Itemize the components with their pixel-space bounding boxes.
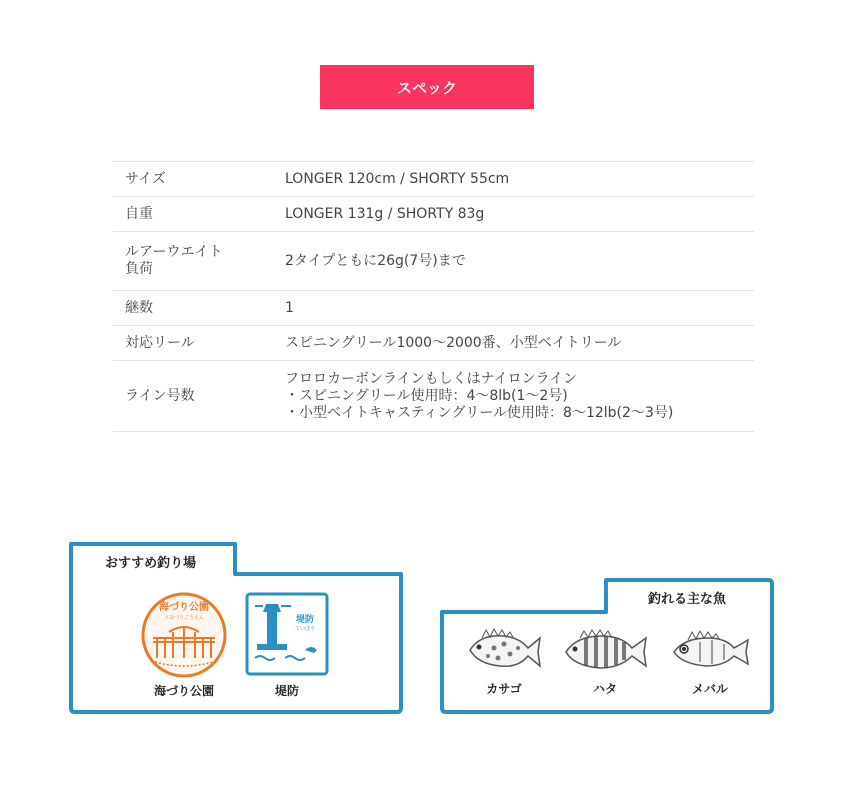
breakwater-icon-subtext: ていぼう	[294, 626, 316, 632]
table-row	[113, 326, 754, 361]
spec-value-reel: スピニングリール1000〜2000番、小型ベイトリール	[273, 326, 754, 361]
fishing-park-icon	[141, 592, 227, 678]
spec-label-pieces: 継数	[113, 291, 273, 326]
spec-value-line-1: フロロカーボンラインもしくはナイロンライン	[285, 370, 578, 387]
spot-label-breakwater: 堤防	[274, 684, 299, 698]
spot-label-fishing-park: 海づり公園	[153, 684, 214, 698]
spec-label-lure-weight	[113, 232, 273, 291]
breakwater-icon	[245, 592, 329, 676]
spec-label-line: ライン号数	[113, 361, 273, 432]
fishing-park-icon-text: 海づり公園	[159, 602, 209, 613]
table-row	[113, 197, 754, 232]
mebaru-fish-icon	[670, 628, 750, 674]
table-row	[113, 361, 754, 432]
table-row	[113, 291, 754, 326]
spec-value-line-2: ・スピニングリール使用時：4〜8lb(1〜2号)	[285, 387, 568, 404]
spec-label-weight: 自重	[113, 197, 273, 232]
spec-value-line-3: ・小型ベイトキャスティングリール使用時：8〜12lb(2〜3号)	[285, 404, 674, 421]
spots-panel-title: おすすめ釣り場	[105, 556, 197, 571]
table-row	[113, 232, 754, 291]
spec-table	[113, 161, 754, 432]
spec-value-size: LONGER 120cm / SHORTY 55cm	[273, 162, 754, 197]
recommended-spots-panel	[67, 540, 405, 716]
spec-value-weight: LONGER 131g / SHORTY 83g	[273, 197, 754, 232]
spec-label-lure-weight-line1: ルアーウエイト	[125, 244, 223, 260]
spec-section-header: スペック	[320, 65, 534, 109]
fish-label-hata: ハタ	[592, 682, 617, 696]
fish-label-mebaru: メバル	[692, 682, 728, 696]
table-row	[113, 162, 754, 197]
spec-label-lure-weight-line2: 負荷	[125, 261, 153, 277]
breakwater-icon-text: 堤防	[295, 615, 315, 625]
fish-panel-title: 釣れる主な魚	[648, 592, 727, 607]
spec-value-lure-weight: 2タイプともに26g(7号)まで	[273, 232, 754, 291]
spec-label-reel: 対応リール	[113, 326, 273, 361]
spec-label-size: サイズ	[113, 162, 273, 197]
kasago-fish-icon	[466, 628, 542, 674]
hata-fish-icon	[562, 628, 648, 674]
spec-value-line	[273, 361, 754, 432]
main-fish-panel	[438, 576, 776, 716]
spec-value-pieces: 1	[273, 291, 754, 326]
fish-label-kasago: カサゴ	[486, 682, 522, 696]
fishing-park-icon-subtext: うみづりこうえん	[164, 615, 204, 621]
